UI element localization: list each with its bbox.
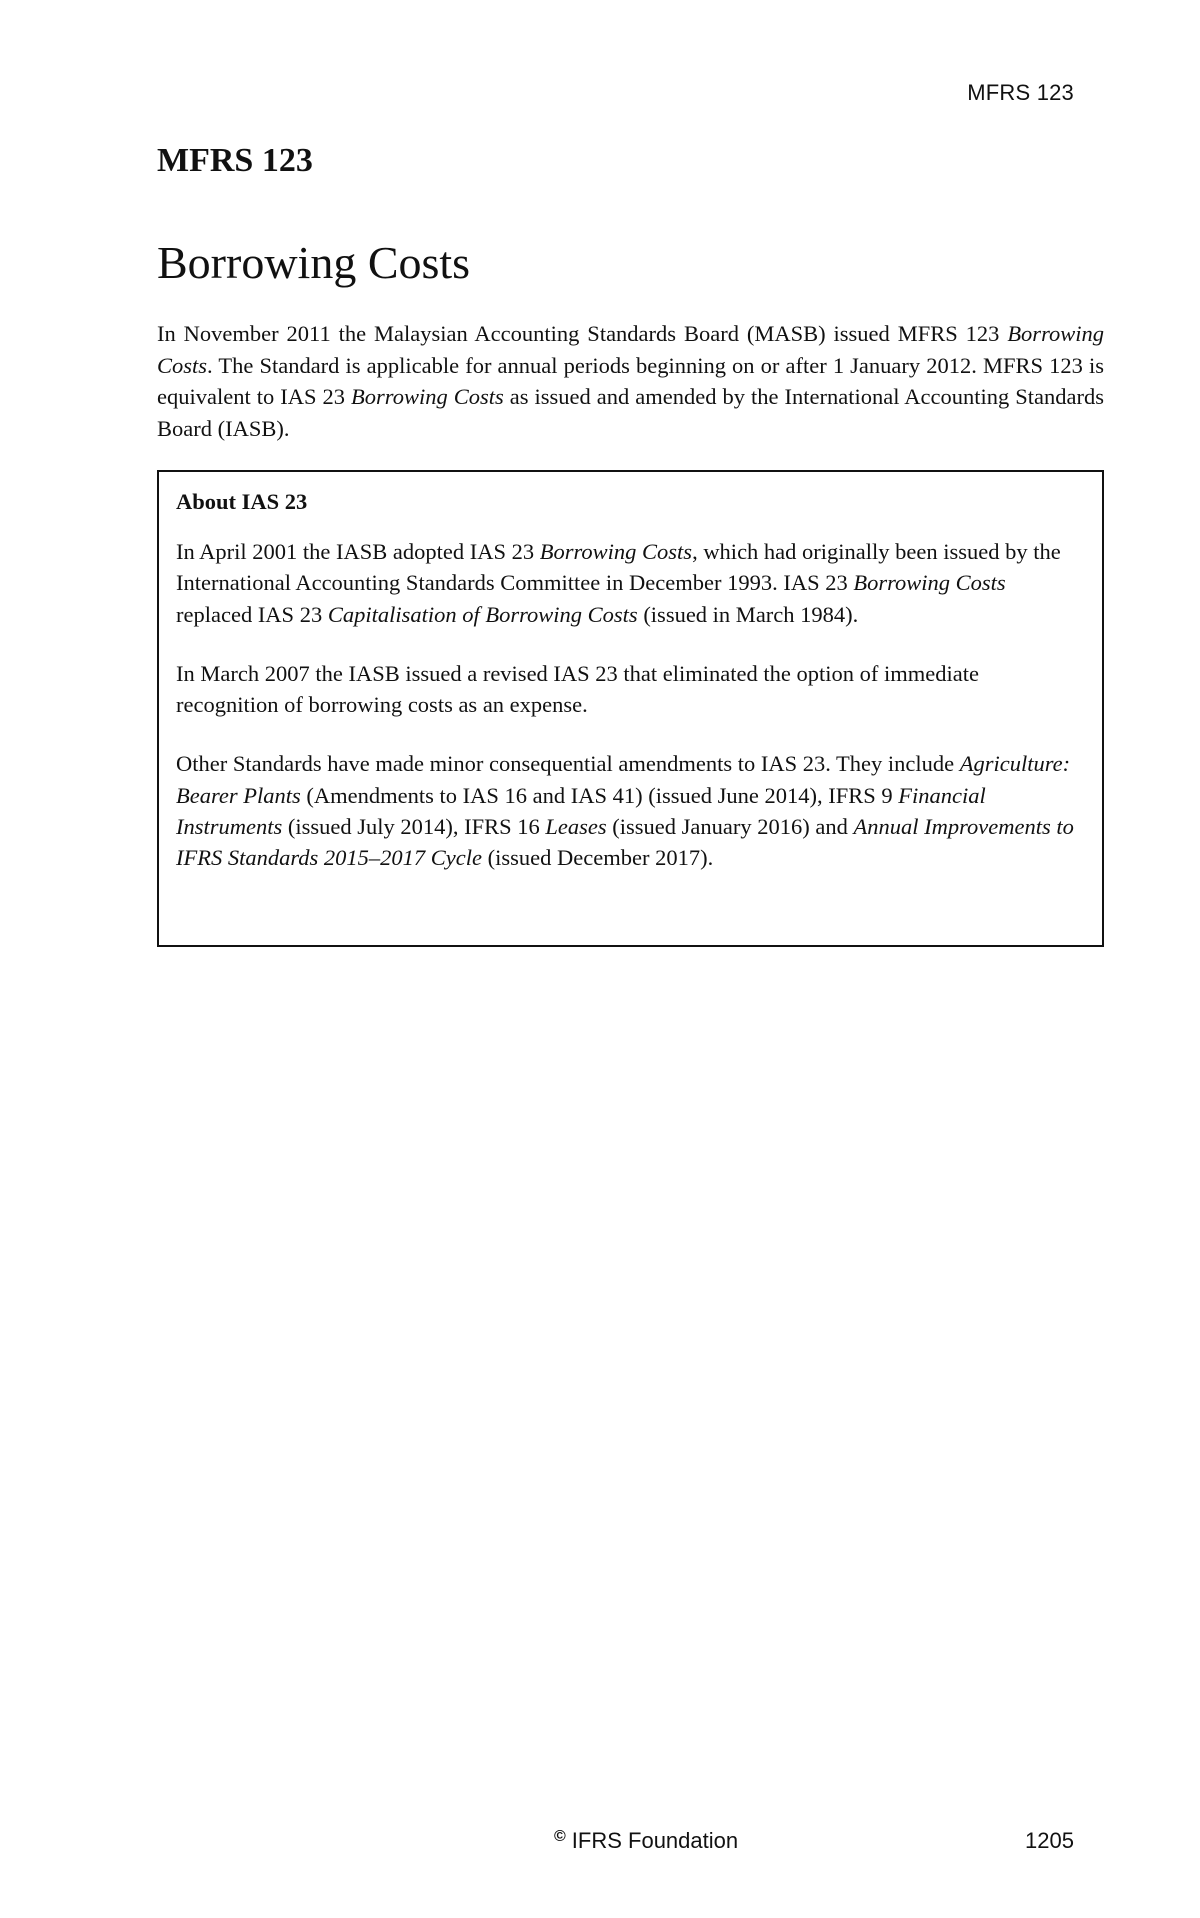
intro-text: . The Standard is applicable for annual periods beginning on or after 1 January 2012. MFRS 123 is equivalent to IAS 23 bbox=[157, 352, 1104, 410]
about-italic-title: Capitalisation of Borrowing Costs bbox=[327, 601, 638, 627]
about-italic-title: Agriculture: Bearer Plants bbox=[176, 751, 1071, 808]
about-text: (issued July 2014), IFRS 16 bbox=[282, 814, 546, 840]
copyright-icon: © bbox=[554, 1828, 566, 1845]
about-text: (Amendments to IAS 16 and IAS 41) (issued June 2014), IFRS 9 bbox=[300, 782, 899, 808]
about-text: In April 2001 the IASB adopted IAS 23 bbox=[176, 539, 540, 564]
standard-code: MFRS 123 bbox=[157, 142, 313, 179]
copyright-text: IFRS Foundation bbox=[571, 1828, 739, 1853]
intro-text: as issued and amended by the International Accounting Standards Board (IASB). bbox=[157, 384, 1104, 441]
running-header: MFRS 123 bbox=[967, 80, 1074, 105]
about-italic-title: Borrowing Costs bbox=[853, 570, 1006, 596]
about-italic-title: Annual Improvements to IFRS Standards 2015–2017 Cycle bbox=[176, 814, 1074, 871]
about-text: replaced IAS 23 bbox=[176, 601, 328, 627]
about-text: , which had originally been issued by the International Accounting Standards Committee in December 1993. IAS 23 bbox=[176, 539, 1061, 596]
page-title: Borrowing Costs bbox=[157, 237, 471, 288]
about-box bbox=[157, 470, 1104, 947]
intro-italic-title: Borrowing Costs bbox=[351, 384, 504, 410]
intro-paragraph bbox=[157, 318, 1104, 444]
intro-italic-title: Borrowing Costs bbox=[157, 321, 1104, 378]
about-text: (issued December 2017). bbox=[482, 845, 714, 871]
about-italic-title: Financial Instruments bbox=[176, 782, 986, 840]
about-italic-title: Borrowing Costs bbox=[539, 539, 693, 564]
intro-text: In November 2011 the Malaysian Accounting Standards Board (MASB) issued MFRS 123 bbox=[157, 321, 1008, 346]
about-paragraph-2: In March 2007 the IASB issued a revised IAS 23 that eliminated the option of immediate recognition of borrowing costs as an expense. bbox=[176, 660, 979, 718]
about-italic-title: Leases bbox=[545, 814, 607, 840]
about-paragraph-3 bbox=[176, 748, 1084, 873]
about-paragraph-1 bbox=[176, 536, 1084, 630]
about-text: Other Standards have made minor consequential amendments to IAS 23. They include bbox=[176, 751, 960, 777]
about-text: (issued January 2016) and bbox=[606, 814, 854, 840]
about-text: (issued in March 1984). bbox=[637, 601, 859, 627]
page-number: 1205 bbox=[1025, 1828, 1074, 1853]
about-heading: About IAS 23 bbox=[176, 489, 308, 514]
footer-copyright bbox=[554, 1828, 738, 1854]
